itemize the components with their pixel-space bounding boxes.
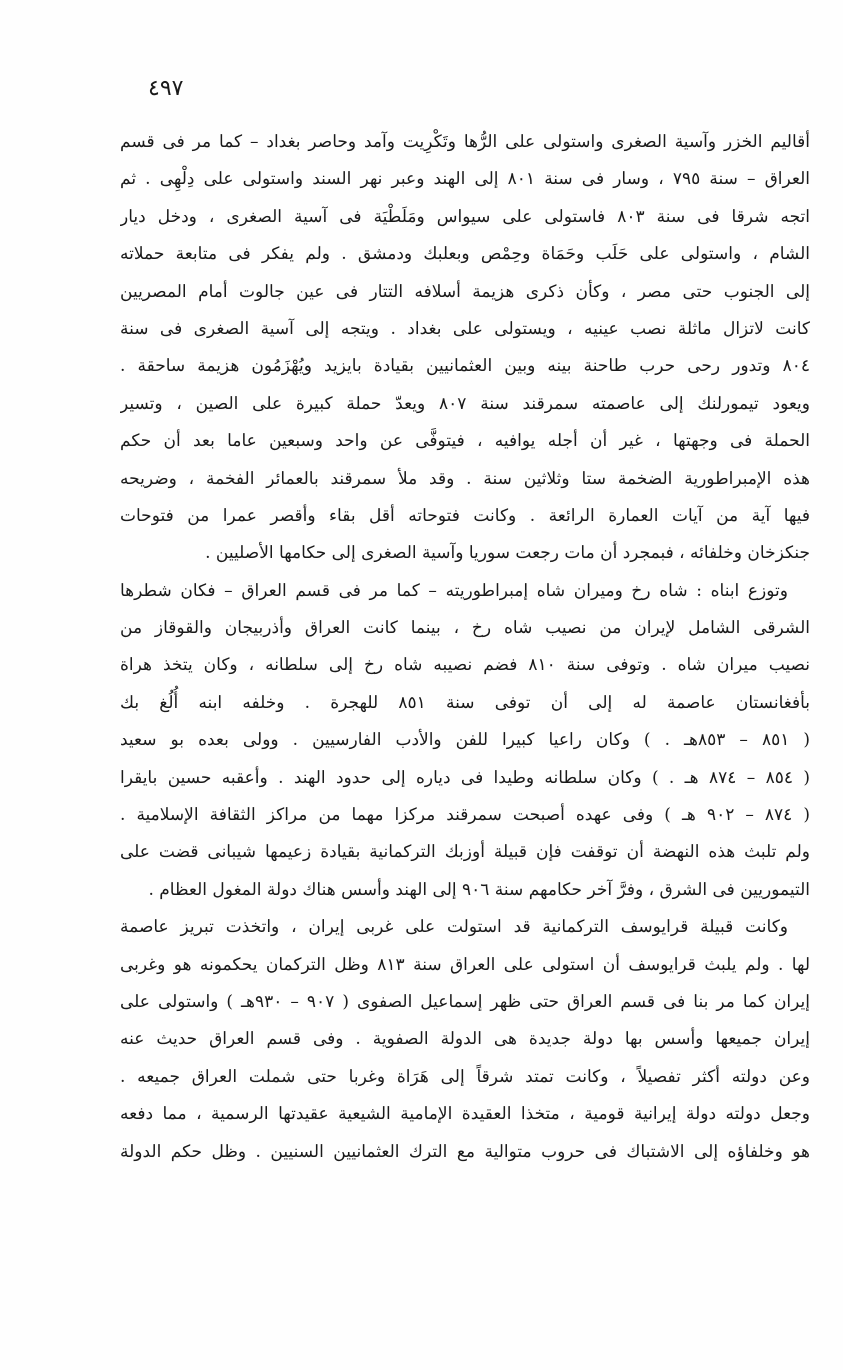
text-line: الشام ، واستولى على حَلَب وحَمَاة وحِمْص وبعلبك ودمشق . ولم يفكر فى متابعة حملاته: [120, 244, 810, 265]
text-line: التيموريين فى الشرق ، وفرَّ آخر حكامهم سنة ٩٠٦ إلى الهند وأسس هناك دولة المغول العظام .: [148, 879, 810, 900]
text-line: هو وخلفاؤه إلى الاشتباك فى حروب متوالية مع الترك العثمانيين السنيين . وظل حكم الدولة: [120, 1141, 810, 1162]
text-line: ( ٨٥٤ – ٨٧٤ هـ . ) وكان سلطانه وطيدا فى دياره إلى حدود الهند . وأعقبه حسين بايقرا: [120, 767, 810, 788]
text-line: الشرقى الشامل لإيران من نصيب شاه رخ ، بينما كانت العراق وأذربيجان والقوقاز من: [120, 618, 810, 639]
text-line: وجعل دولته دولة إيرانية قومية ، متخذا العقيدة الإمامية الشيعية عقيدتها الرسمية ، مما دفعه: [120, 1104, 810, 1125]
text-line: أقاليم الخزر وآسية الصغرى واستولى على الرُّها وتَكْرِيت وآمد وحاصر بغداد – كما مر فى قسم: [120, 132, 810, 152]
body-text: [120, 124, 810, 1171]
text-line: بأفغانستان عاصمة له إلى أن توفى سنة ٨٥١ للهجرة . وخلفه ابنه أُلُغ بك: [120, 692, 810, 713]
text-line: اتجه شرقا فى سنة ٨٠٣ فاستولى على سيواس ومَلَطْيَة فى آسية الصغرى ، ودخل ديار: [120, 206, 810, 227]
page-number: ٤٩٧: [148, 76, 184, 101]
text-line: وعن دولته أكثر تفصيلاً ، وكانت تمتد شرقاً إلى هَرَاة وغربا حتى شملت العراق جميعه .: [120, 1066, 810, 1087]
text-line: كانت لاتزال ماثلة نصب عينيه ، ويستولى على بغداد . ويتجه إلى آسية الصغرى فى سنة: [120, 318, 810, 339]
text-line: ولم تلبث هذه النهضة أن توقفت فإن قبيلة أوزبك التركمانية بقيادة زعيمها شيبانى قضت على: [120, 842, 810, 863]
text-line: وكانت قبيلة قرايوسف التركمانية قد استولت على غربى إيران ، واتخذت تبريز عاصمة: [120, 917, 788, 938]
text-line: الحملة فى وجهتها ، غير أن أجله يوافيه ، فيتوفَّى عن واحد وسبعين عاما بعد أن حكم: [120, 431, 810, 452]
text-line: ويعود تيمورلنك إلى عاصمته سمرقند سنة ٨٠٧ ويعدّ حملة كبيرة على الصين ، وتسير: [120, 393, 810, 414]
text-line: العراق – سنة ٧٩٥ ، وسار فى سنة ٨٠١ إلى الهند وعبر نهر السند واستولى على دِلْهِى . ثم: [120, 169, 810, 190]
text-line: لها . ولم يلبث قرايوسف أن استولى على العراق سنة ٨١٣ وظل التركمان يحكمونه هو وغربى: [120, 954, 810, 975]
text-line: نصيب ميران شاه . وتوفى سنة ٨١٠ فضم نصيبه شاه رخ إلى سلطانه ، وكان يتخذ هراة: [120, 655, 810, 676]
text-line: وتوزع ابناه : شاه رخ وميران شاه إمبراطوريته – كما مر فى قسم العراق – فكان شطرها: [120, 580, 788, 601]
text-line: ٨٠٤ وتدور رحى حرب طاحنة بينه وبين العثمانيين بقيادة بايزيد ويُهْزَمُون هزيمة ساحقة .: [120, 356, 810, 377]
text-line: إلى الجنوب حتى مصر ، وكأن ذكرى هزيمة أسلافه التتار فى عين جالوت أمام المصريين: [120, 281, 810, 302]
text-line: هذه الإمبراطورية الضخمة ستا وثلاثين سنة . وقد ملأ سمرقند بالعمائر الفخمة ، وضريحه: [120, 468, 810, 489]
text-line: ( ٨٧٤ – ٩٠٢ هـ ) وفى عهده أصبحت سمرقند مركزا مهما من مراكز الثقافة الإسلامية .: [120, 805, 810, 826]
text-line: جنكزخان وخلفائه ، فبمجرد أن مات رجعت سوريا وآسية الصغرى إلى حكامها الأصليين .: [205, 543, 810, 564]
text-line: ( ٨٥١ – ٨٥٣هـ . ) وكان راعيا كبيرا للفن والأدب الفارسيين . وولى بعده بو سعيد: [120, 730, 810, 751]
text-line: فيها آية من آيات العمارة الرائعة . وكانت فتوحاته أقل بقاء وأقصر عمرا من فتوحات: [120, 505, 810, 526]
text-line: إيران كما مر بنا فى قسم العراق حتى ظهر إسماعيل الصفوى ( ٩٠٧ – ٩٣٠هـ ) واستولى على: [120, 991, 810, 1012]
text-line: إيران جميعها وأسس بها دولة جديدة هى الدولة الصفوية . وفى قسم العراق حديث عنه: [120, 1029, 810, 1050]
